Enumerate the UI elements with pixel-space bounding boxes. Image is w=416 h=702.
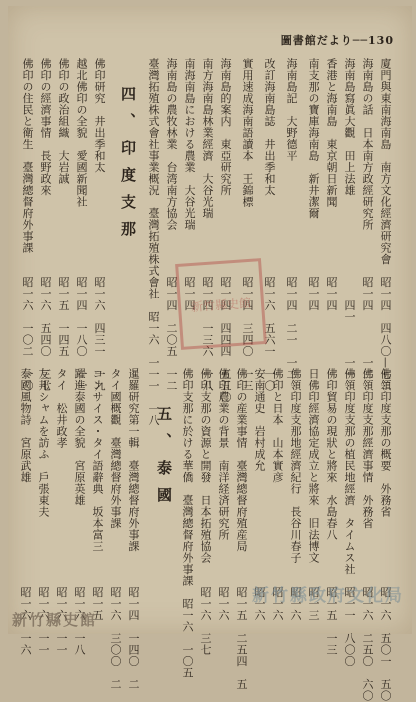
entry-col-5: 南支那の寶庫海南島 新井潔爾 昭一四 (307, 58, 320, 311)
entry-col-26: 佛印と日本 山本實彦 昭一六 (271, 368, 284, 621)
library-stamp: 新竹縣史館 (175, 258, 267, 350)
entry-col-30: 佛印支那の資源と開發 日本拓殖協会 昭一六 三七 (199, 368, 212, 656)
entry-col-27: 安南通史 岩村成允 昭一六 (253, 368, 266, 621)
entry-col-28: 佛印の産業事情 臺灣總督府殖産局 昭一五 二五四 五 (235, 368, 248, 690)
entry-col-35: コンサイス・タイ語辭典 坂本富三 昭一五 (91, 368, 104, 621)
page-header: 圖書館だより──130 (280, 34, 394, 47)
watermark-cultural-bureau: 新竹縣政府文化局 (252, 586, 404, 606)
entry-col-4: 香港と海南島 東京朝日新聞 昭一四 (325, 58, 338, 311)
document-page (8, 6, 412, 702)
entry-col-19: 佛印の住民と衛生 臺灣總督府外事課 昭一六 一〇二 一〇 (21, 58, 34, 392)
entry-col-11: 南海南島における農業 大谷光瑞 昭一四 (183, 58, 196, 311)
entry-col-20: 佛領印度支那の概要 外務省 昭一六 五〇一 五〇 (379, 368, 392, 702)
entry-col-34: タイ國概觀 臺灣總督府外事課 昭一六 三〇〇 二 (109, 368, 122, 690)
entry-col-13: 臺灣拓殖株式會社事業概況 臺灣拓殖株式會社 昭一六 一一一 一八 (147, 58, 160, 426)
entry-col-23: 佛印貿易の現狀と將來 水島春八 昭一五 一三 (325, 368, 338, 656)
entry-col-10: 南方海南島林業經濟 大谷光瑞 昭一四 一三六 一八 (201, 58, 214, 392)
entry-col-6: 海南島記 大野德平 昭一四 二一 一二 (285, 58, 298, 380)
entry-col-17: 佛印の政治組織 大岩誠 昭一五 一四五 (57, 58, 70, 357)
entry-col-8: 實用速成海南語讀本 王錦標 昭一四 三四〇 一三 (241, 58, 254, 392)
section-title-indochina: 四、印度支那 (119, 86, 137, 248)
entry-col-36: 躍進泰國の全貌 宮原英雄 昭一六 一八 (73, 368, 86, 656)
entry-col-1: 廈門與東南海南島 南方文化經濟研究會 昭一四 四八〇—七二 (379, 58, 392, 392)
entry-col-24: 日佛印經濟協定成立と將來 旧法博文 昭一三 (307, 368, 320, 621)
entry-col-2: 海南島の話 日本南方政經研究所 昭一四 一二 (361, 58, 374, 380)
watermark-county-history: 新竹縣史館 (12, 611, 98, 629)
entry-col-7: 改訂海南島誌 井出季和太 昭一六 五六一 一〇 (263, 58, 276, 392)
entry-col-21: 佛領印度支那經濟事情 外務省 昭一六 二五〇 六〇 (361, 368, 374, 702)
entry-col-22: 佛領印度支那の植民地經濟 タイムス社 昭一一 八〇〇 (343, 368, 356, 667)
entry-col-15: 佛印研究 井出季和太 昭一六 四三一 一九 (93, 58, 106, 392)
section-title-thailand: 五、泰國 (155, 406, 173, 514)
entry-col-9: 海南島的案内 東亞研究所 昭一四 四四四 五五〇 (219, 58, 232, 403)
entry-col-33: 暹羅研究第一輯 臺灣總督府外事課 昭一四 一四〇 二 (127, 368, 140, 690)
entry-col-37: タイ 松井政孝 昭一六 一一 (55, 368, 68, 656)
entry-col-12: 海南島の農牧林業 台湾南方協会 昭一四 二〇五 一二 (165, 58, 178, 392)
entry-col-29: 佛印農業の背景 南洋経済研究所 昭一六 (217, 368, 230, 621)
entry-col-25: 佛領印度支那地經濟紀行 長谷川春子 昭一六 (289, 368, 302, 621)
entry-col-18: 佛印の經濟事情 長野政來 昭一六 五四〇 三七 (39, 58, 52, 392)
entry-col-3: 海南島寫眞大觀 田上法雄 四一 一一 (343, 58, 356, 380)
entry-col-16: 越北佛印の全貌 愛國新聞社 昭一四 一八〇 一一 (75, 58, 88, 392)
entry-col-31: 佛印支那に於ける華僑 臺灣總督府外事課 昭一六 一〇五 (181, 368, 194, 679)
entry-col-39: 泰國風物詩 宮原武雄 昭一六 一六 (19, 368, 32, 656)
entry-col-38: 友邦シャムを訪ふ 戶張東夫 昭一六 一一 (37, 368, 50, 656)
